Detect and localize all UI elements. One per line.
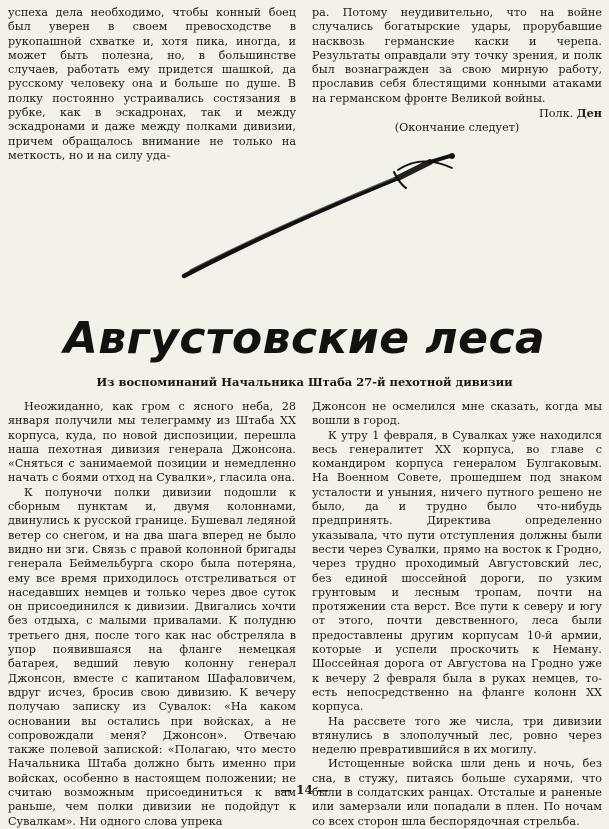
paragraph: ра. Потому неудивительно, что на войне случались богатырские удары, прорубавшие насквозь германские каски и черепа. Результаты оправдали эту точку зрения, и полк был вознагражден за свою мирную работу, прославив себя блестящими конными атаками на германском фронте Великой войны. — [312, 6, 602, 105]
text-column-bottom-right — [312, 400, 602, 829]
paragraph: К утру 1 февраля, в Сувалках уже находился весь генералитет XX корпуса, во главе с командиром корпуса генералом Булгаковым. На Военном Совете, прошедшем под знаком усталости и уныния, ничего путного решено не было, да и трудно было что-нибудь предпринять. Директива определенно указывала, что пути отступления должны были вести через Сувалки, прямо на восток к Гродно, через трудно проходимый Августовский лес, без единой шоссейной дороги, по узким грунтовым и лесным тропам, почти на протяжении ста верст. Все пути к северу и югу от этого, почти девственного, леса были предоставлены другим корпусам 10-й армии, которые и успели проскочить к Неману. Шоссейная дорога от Августова на Гродно уже к вечеру 2 февраля была в руках немцев, то-есть непосредственно на фланге колонн XX корпуса. — [312, 428, 602, 714]
text-column-top-left — [8, 6, 296, 163]
continuation-note: (Окончание следует) — [394, 121, 520, 135]
saber-icon — [160, 148, 460, 288]
page-number: — 14 — — [279, 783, 330, 797]
paragraph: успеха дела необходимо, чтобы конный боец был уверен в своем превосходстве в рукопашной схватке и, хотя пика, иногда, и может быть полезна, но, в большинстве случаев, работать ему придется шашкой, да русскому человеку она и больше по душе. В полку постоянно устраивались состязания в рубке, как в эскадронах, так и между эскадронами и даже между полками дивизии, причем обращалось внимание не только на меткость, но и на силу уда- — [8, 6, 296, 162]
paragraph: Истощенные войска шли день и ночь, без сна, в стужу, питаясь больше сухарями, что были в солдатских ранцах. Отсталые и раненые или замерзали или попадали в плен. По ночам со всех сторон шла беспорядочная стрельба. — [312, 757, 602, 828]
paragraph: Джонсон не осмелился мне сказать, когда мы вошли в город. — [312, 400, 602, 428]
paragraph: На рассвете того же числа, три дивизии втянулись в злополучный лес, ровно через неделю превратившийся в их могилу. — [312, 714, 602, 757]
author-signature — [312, 106, 602, 121]
paragraph: К полуночи полки дивизии подошли к сборным пунктам и, двумя колоннами, двинулись к русской границе. Бушевал ледяной ветер со снегом, и на два шага вперед не было видно ни зги. Связь с правой колонной бригады генерала Беймельбурга скоро была потеряна, ему все время приходилось отстреливаться от наседавших немцев и только через двое суток он присоединился к дивизии. Двигались хочти без отдыха, с малыми привалами. К полудню третьего дня, после того как нас обстреляла в упор появившаяся на фланге немецкая батарея, ведший левую колонну генерал Джонсон, вместе с капитаном Шафаловичем, вдруг исчез, бросив свою дивизию. К вечеру получаю записку из Сувалок: «На каком основании вы остались при войсках, а не сопровождали меня? Джонсон». Отвечаю также полевой запиской: «Полагаю, что место Начальника Штаба должно быть именно при войсках, особенно в настоящем положении; не считаю возможным присоединиться к вам раньше, чем полки дивизии не подойдут к Сувалкам». Ни одного слова упрека — [8, 485, 296, 828]
signature-rank: Полк. — [539, 107, 574, 121]
signature-name: Ден — [576, 106, 602, 121]
paragraph: Неожиданно, как гром с ясного неба, 28 января получили мы телеграмму из Штаба XX корпуса, куда, по новой диспозиции, перешла наша пехотная дивизия генерала Джонсона. «Сняться с занимаемой позиции и немедленно начать с боями отход на Сувалки», гласила она. — [8, 400, 296, 485]
article-title: Августовские леса — [63, 313, 546, 364]
article-subtitle: Из воспоминаний Начальника Штаба 27-й пехотной дивизии — [96, 375, 513, 389]
text-column-top-right — [312, 6, 602, 136]
text-column-bottom-left — [8, 400, 296, 829]
